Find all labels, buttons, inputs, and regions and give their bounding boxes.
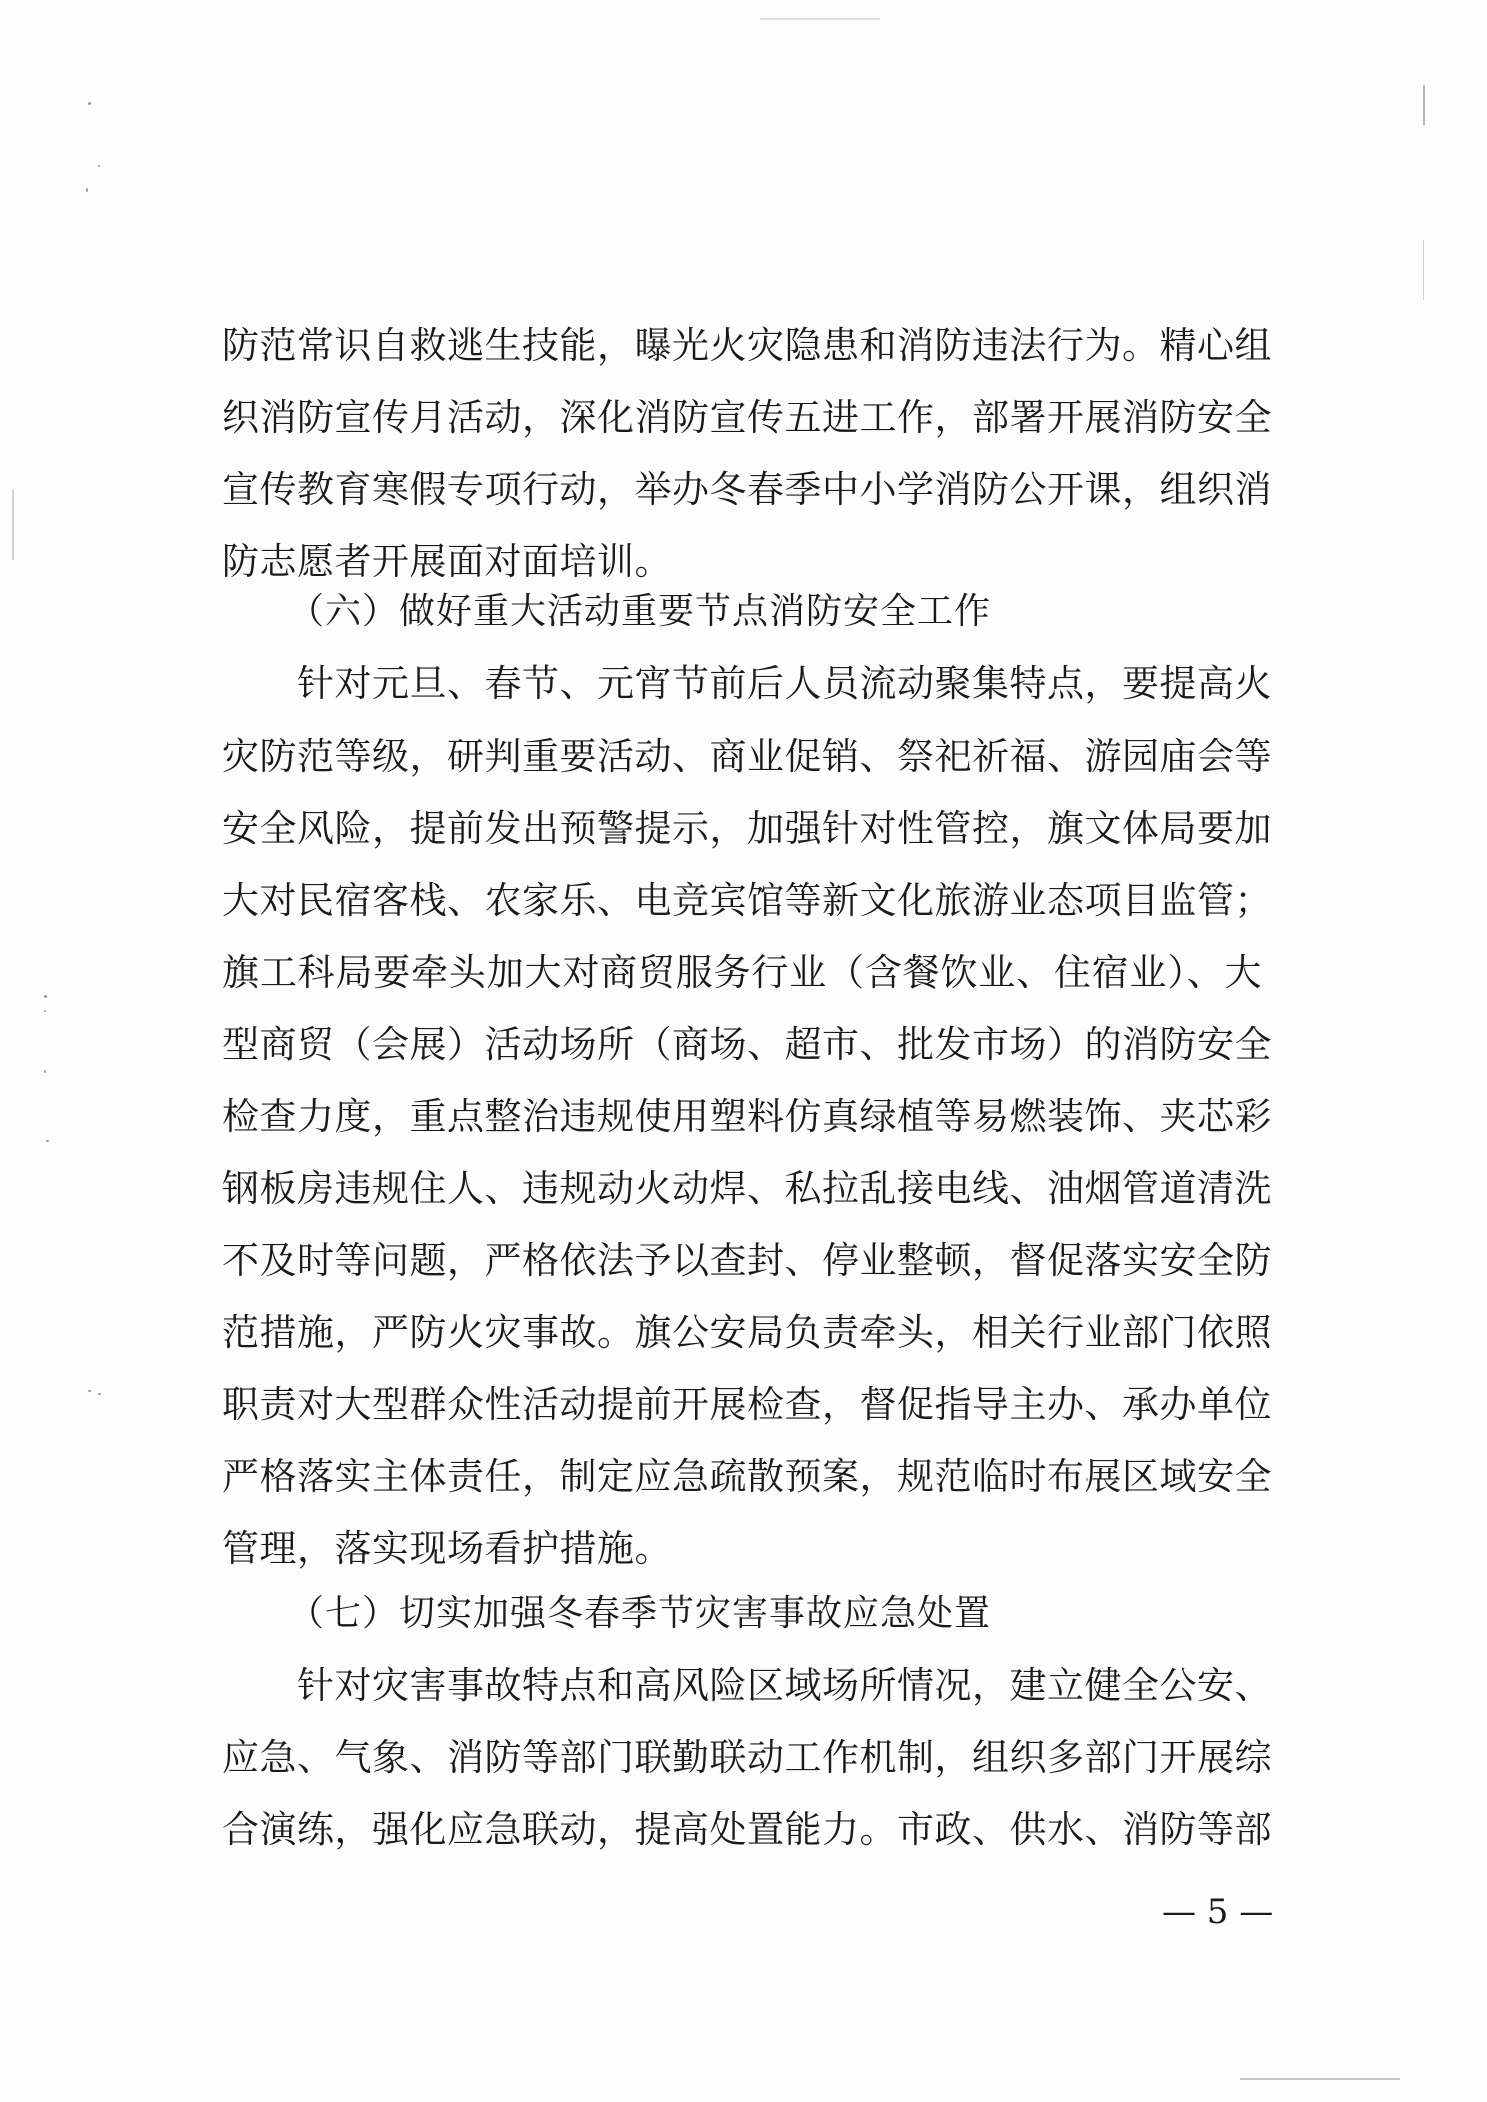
scan-edge-mark — [1240, 2078, 1400, 2080]
scan-speck — [44, 1070, 46, 1073]
paragraph-line: 针对灾害事故特点和高风险区域场所情况，建立健全公安、 — [297, 1664, 1272, 1707]
paragraph-line: 型商贸（会展）活动场所（商场、超市、批发市场）的消防安全 — [222, 1023, 1272, 1066]
paragraph-line: 严格落实主体责任，制定应急疏散预案，规范临时布展区域安全 — [222, 1455, 1272, 1498]
paragraph-line: 针对元旦、春节、元宵节前后人员流动聚集特点，要提高火 — [297, 662, 1272, 705]
scan-speck — [98, 1393, 101, 1395]
scan-speck — [98, 165, 100, 167]
paragraph-line: 防范常识自救逃生技能，曝光火灾隐患和消防违法行为。精心组 — [222, 324, 1272, 367]
paragraph-line: 旗工科局要牵头加大对商贸服务行业（含餐饮业、住宿业）、大 — [222, 951, 1262, 994]
scan-edge-mark — [12, 490, 14, 560]
paragraph-line: 应急、气象、消防等部门联勤联动工作机制，组织多部门开展综 — [222, 1736, 1272, 1779]
paragraph-line: 织消防宣传月活动，深化消防宣传五进工作，部署开展消防安全 — [222, 396, 1272, 439]
scan-speck — [88, 102, 91, 105]
scan-edge-mark — [1423, 85, 1425, 125]
paragraph-line: 防志愿者开展面对面培训。 — [222, 540, 672, 583]
paragraph-line: 合演练，强化应急联动，提高处置能力。市政、供水、消防等部 — [222, 1808, 1272, 1851]
paragraph-line: 钢板房违规住人、违规动火动焊、私拉乱接电线、油烟管道清洗 — [222, 1167, 1272, 1210]
paragraph-line: 大对民宿客栈、农家乐、电竞宾馆等新文化旅游业态项目监管； — [222, 879, 1272, 922]
scan-speck — [44, 995, 47, 998]
paragraph-line: 范措施，严防火灾事故。旗公安局负责牵头，相关行业部门依照 — [222, 1311, 1272, 1354]
paragraph-line: 职责对大型群众性活动提前开展检查，督促指导主办、承办单位 — [222, 1383, 1272, 1426]
paragraph-line: 检查力度，重点整治违规使用塑料仿真绿植等易燃装饰、夹芯彩 — [222, 1095, 1272, 1138]
section-heading-6: （六）做好重大活动重要节点消防安全工作 — [288, 591, 992, 632]
scan-edge-mark — [1423, 240, 1424, 300]
paragraph-line: 宣传教育寒假专项行动，举办冬春季中小学消防公开课，组织消 — [222, 468, 1272, 511]
section-heading-7: （七）切实加强冬春季节灾害事故应急处置 — [288, 1593, 992, 1634]
page-number: — 5 — — [1162, 1892, 1274, 1932]
scan-speck — [46, 1140, 49, 1142]
paragraph-line: 安全风险，提前发出预警提示，加强针对性管控，旗文体局要加 — [222, 807, 1272, 850]
scan-edge-mark — [760, 18, 880, 20]
paragraph-line: 不及时等问题，严格依法予以查封、停业整顿，督促落实安全防 — [222, 1239, 1272, 1282]
paragraph-line: 管理，落实现场看护措施。 — [222, 1527, 672, 1570]
scan-speck — [88, 1390, 91, 1392]
paragraph-line: 灾防范等级，研判重要活动、商业促销、祭祀祈福、游园庙会等 — [222, 735, 1272, 778]
scan-speck — [86, 188, 88, 192]
scan-speck — [44, 1010, 46, 1012]
